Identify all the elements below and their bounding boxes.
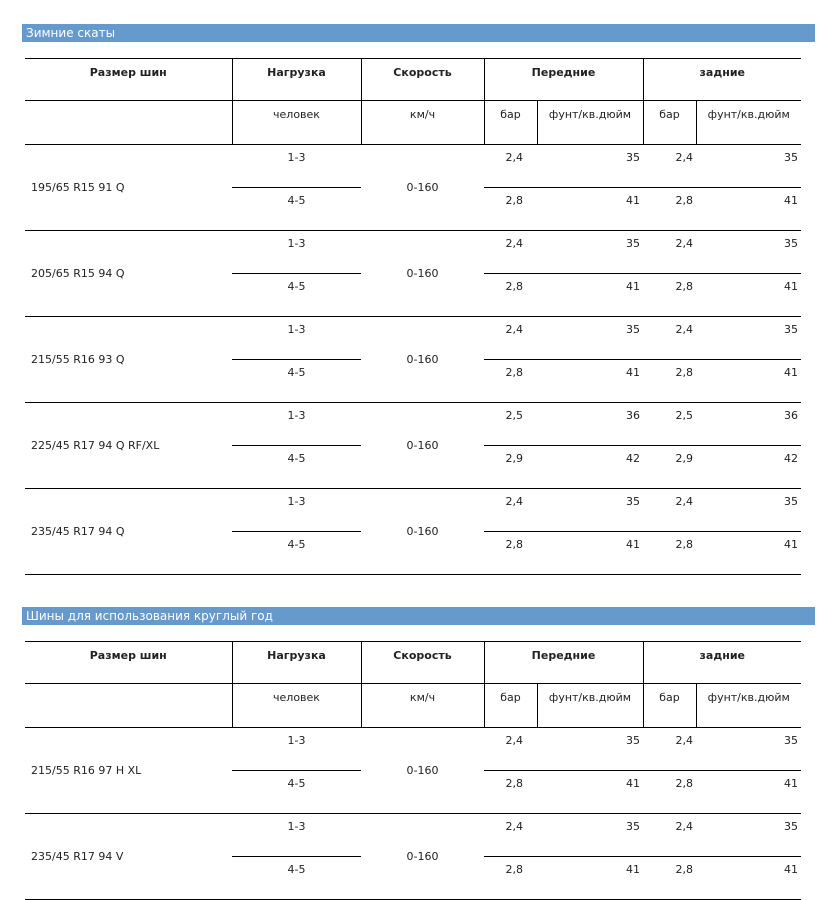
front-psi: 35 (537, 728, 643, 771)
header-speed: Скорость (361, 59, 484, 101)
front-bar: 2,4 (484, 728, 537, 771)
units-row (25, 684, 801, 728)
header-size: Размер шин (25, 642, 232, 684)
speed-range: 0-160 (361, 728, 484, 814)
front-psi: 35 (537, 317, 643, 360)
load-value: 4-5 (232, 446, 361, 489)
load-value: 4-5 (232, 274, 361, 317)
load-value: 1-3 (232, 489, 361, 532)
tire-size: 235/45 R17 94 Q (25, 489, 232, 575)
rear-bar: 2,9 (643, 446, 696, 489)
load-value: 1-3 (232, 403, 361, 446)
header-load: Нагрузка (232, 59, 361, 101)
section-title: Зимние скаты (22, 24, 815, 42)
front-bar: 2,5 (484, 403, 537, 446)
front-psi: 41 (537, 771, 643, 814)
rear-bar: 2,8 (643, 360, 696, 403)
unit-speed: км/ч (361, 684, 484, 728)
front-psi: 35 (537, 814, 643, 857)
load-value: 4-5 (232, 857, 361, 900)
rear-bar: 2,5 (643, 403, 696, 446)
rear-psi: 41 (696, 274, 801, 317)
rear-bar: 2,4 (643, 145, 696, 188)
units-empty (25, 101, 232, 145)
tire-size: 205/65 R15 94 Q (25, 231, 232, 317)
front-bar: 2,8 (484, 771, 537, 814)
header-load: Нагрузка (232, 642, 361, 684)
front-psi: 41 (537, 857, 643, 900)
front-bar: 2,9 (484, 446, 537, 489)
rear-bar: 2,8 (643, 274, 696, 317)
front-bar: 2,8 (484, 188, 537, 231)
load-value: 1-3 (232, 231, 361, 274)
rear-psi: 35 (696, 317, 801, 360)
table-row (25, 231, 801, 274)
header-row (25, 642, 801, 684)
unit-speed: км/ч (361, 101, 484, 145)
front-bar: 2,4 (484, 489, 537, 532)
header-rear: задние (643, 642, 801, 684)
table-row (25, 317, 801, 360)
rear-bar: 2,4 (643, 317, 696, 360)
front-psi: 41 (537, 360, 643, 403)
rear-psi: 41 (696, 532, 801, 575)
rear-psi: 36 (696, 403, 801, 446)
rear-psi: 35 (696, 231, 801, 274)
front-bar: 2,8 (484, 532, 537, 575)
table-row (25, 403, 801, 446)
front-psi: 41 (537, 274, 643, 317)
pressure-table (25, 58, 801, 575)
front-psi: 35 (537, 231, 643, 274)
section-title: Шины для использования круглый год (22, 607, 815, 625)
tire-size: 195/65 R15 91 Q (25, 145, 232, 231)
unit-rear-psi: фунт/кв.дюйм (696, 101, 801, 145)
speed-range: 0-160 (361, 145, 484, 231)
speed-range: 0-160 (361, 317, 484, 403)
front-bar: 2,8 (484, 360, 537, 403)
speed-range: 0-160 (361, 231, 484, 317)
units-empty (25, 684, 232, 728)
front-bar: 2,4 (484, 814, 537, 857)
front-bar: 2,4 (484, 317, 537, 360)
units-row (25, 101, 801, 145)
front-bar: 2,4 (484, 231, 537, 274)
load-value: 1-3 (232, 814, 361, 857)
rear-psi: 41 (696, 188, 801, 231)
table-row (25, 489, 801, 532)
rear-bar: 2,8 (643, 857, 696, 900)
header-speed: Скорость (361, 642, 484, 684)
load-value: 4-5 (232, 188, 361, 231)
unit-front-bar: бар (484, 684, 537, 728)
front-bar: 2,8 (484, 857, 537, 900)
unit-front-psi: фунт/кв.дюйм (537, 101, 643, 145)
unit-rear-bar: бар (643, 684, 696, 728)
unit-front-bar: бар (484, 101, 537, 145)
rear-bar: 2,8 (643, 532, 696, 575)
front-psi: 41 (537, 188, 643, 231)
rear-psi: 42 (696, 446, 801, 489)
header-front: Передние (484, 642, 643, 684)
table-row (25, 814, 801, 857)
header-front: Передние (484, 59, 643, 101)
pressure-table (25, 641, 801, 900)
unit-load: человек (232, 684, 361, 728)
rear-psi: 35 (696, 728, 801, 771)
tire-size: 215/55 R16 97 H XL (25, 728, 232, 814)
unit-rear-psi: фунт/кв.дюйм (696, 684, 801, 728)
speed-range: 0-160 (361, 814, 484, 900)
front-bar: 2,8 (484, 274, 537, 317)
rear-bar: 2,4 (643, 728, 696, 771)
front-psi: 35 (537, 145, 643, 188)
header-row (25, 59, 801, 101)
unit-load: человек (232, 101, 361, 145)
load-value: 4-5 (232, 771, 361, 814)
unit-front-psi: фунт/кв.дюйм (537, 684, 643, 728)
tire-size: 215/55 R16 93 Q (25, 317, 232, 403)
rear-bar: 2,8 (643, 771, 696, 814)
header-rear: задние (643, 59, 801, 101)
front-psi: 41 (537, 532, 643, 575)
rear-bar: 2,4 (643, 489, 696, 532)
load-value: 1-3 (232, 317, 361, 360)
header-size: Размер шин (25, 59, 232, 101)
table-row (25, 145, 801, 188)
rear-bar: 2,4 (643, 231, 696, 274)
rear-psi: 35 (696, 814, 801, 857)
load-value: 1-3 (232, 728, 361, 771)
tire-size: 235/45 R17 94 V (25, 814, 232, 900)
front-psi: 36 (537, 403, 643, 446)
front-bar: 2,4 (484, 145, 537, 188)
load-value: 4-5 (232, 360, 361, 403)
rear-psi: 41 (696, 771, 801, 814)
load-value: 4-5 (232, 532, 361, 575)
rear-psi: 41 (696, 857, 801, 900)
speed-range: 0-160 (361, 403, 484, 489)
load-value: 1-3 (232, 145, 361, 188)
speed-range: 0-160 (361, 489, 484, 575)
rear-psi: 35 (696, 489, 801, 532)
rear-bar: 2,4 (643, 814, 696, 857)
front-psi: 42 (537, 446, 643, 489)
unit-rear-bar: бар (643, 101, 696, 145)
rear-psi: 41 (696, 360, 801, 403)
tire-size: 225/45 R17 94 Q RF/XL (25, 403, 232, 489)
table-row (25, 728, 801, 771)
rear-psi: 35 (696, 145, 801, 188)
front-psi: 35 (537, 489, 643, 532)
rear-bar: 2,8 (643, 188, 696, 231)
